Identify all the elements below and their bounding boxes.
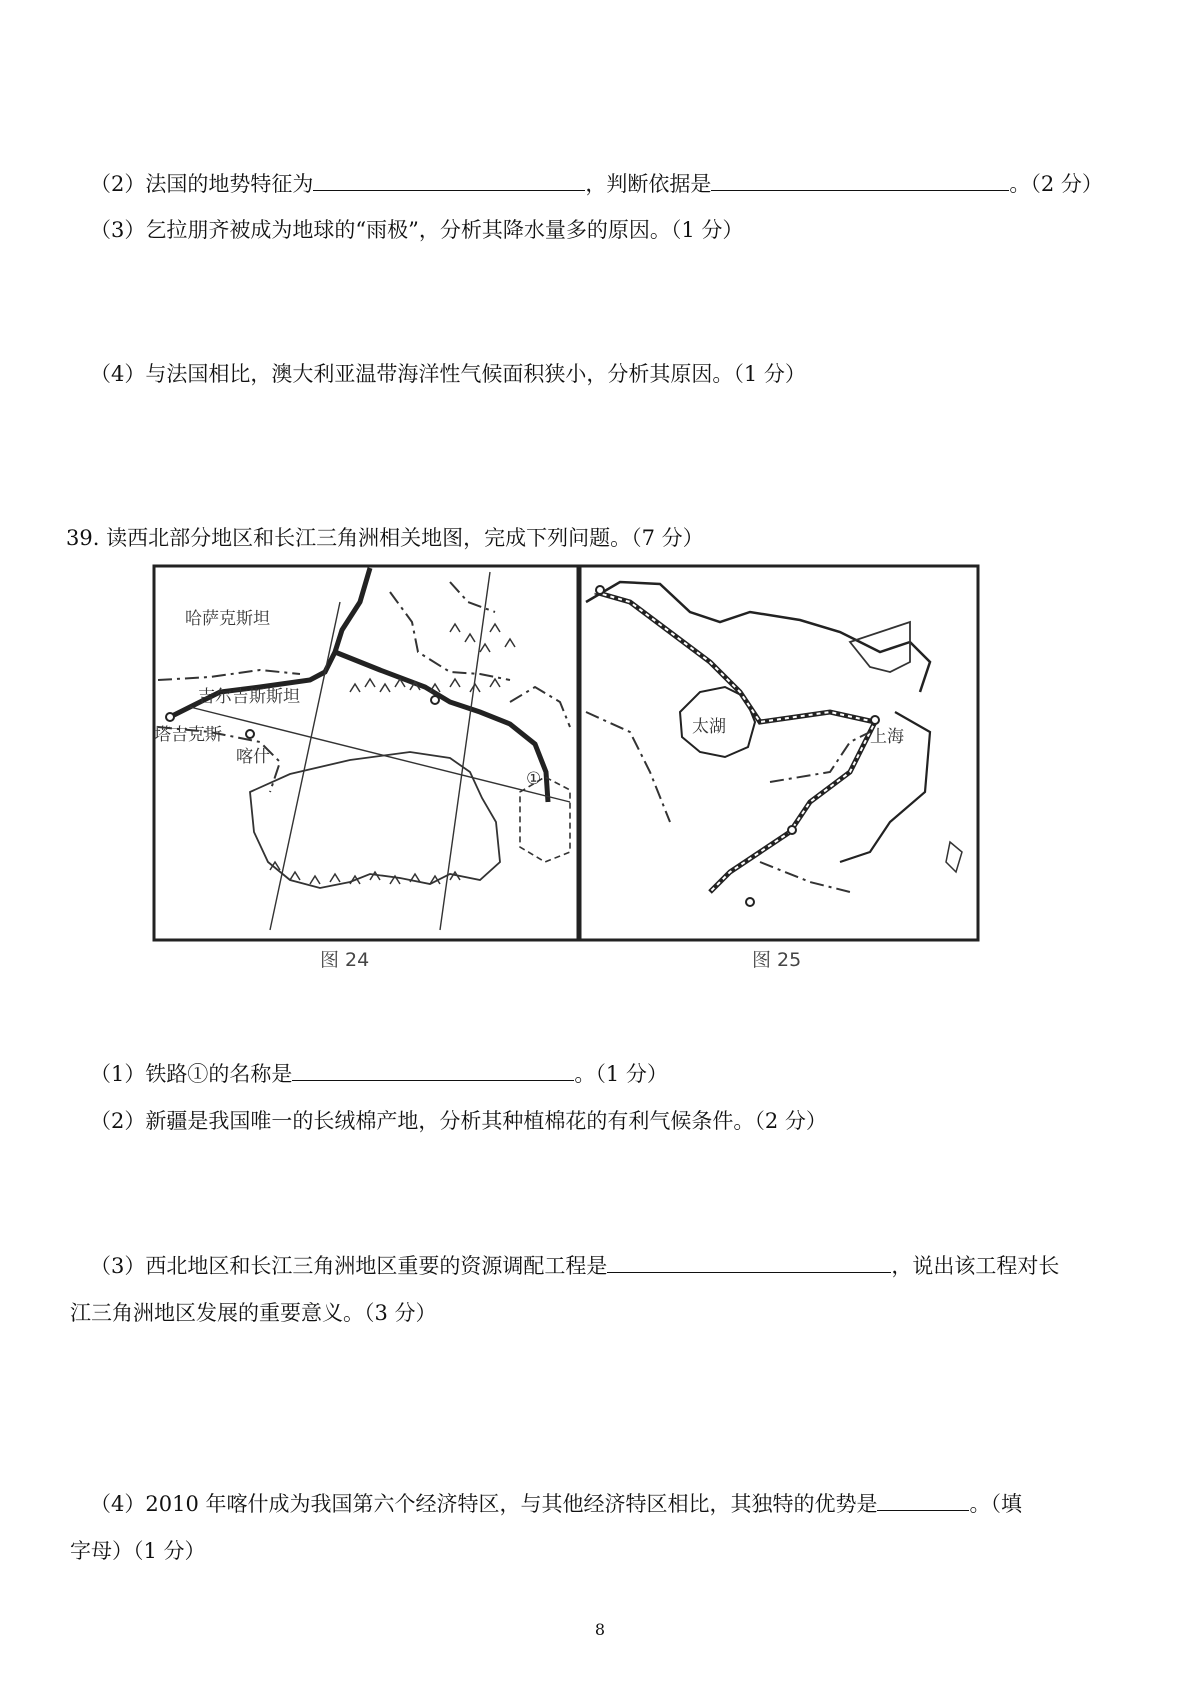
q39-part1	[90, 1058, 668, 1089]
q38-part2-blank-2[interactable]	[711, 168, 1009, 191]
q39-part1-blank[interactable]	[292, 1058, 574, 1081]
label-kashgar: 喀什	[236, 747, 270, 767]
q39-part3-line1	[90, 1250, 1059, 1281]
label-kyrgyzstan: 吉尔吉斯斯坦	[198, 687, 300, 707]
q38-part2-text-a: （2）法国的地势特征为	[90, 172, 314, 196]
q39-part4-line2: 字母）（1 分）	[70, 1539, 206, 1563]
q38-part3: （3）乞拉朋齐被成为地球的“雨极”，分析其降水量多的原因。（1 分）	[90, 218, 744, 242]
q39-part4-line1	[90, 1488, 1022, 1519]
map-25	[580, 566, 978, 971]
caption-map-25: 图 25	[752, 949, 802, 971]
q39-part3-text-a: （3）西北地区和长江三角洲地区重要的资源调配工程是	[90, 1254, 608, 1278]
q38-part2-text-c: 。（2 分）	[1009, 172, 1103, 196]
label-railway-1: ①	[526, 769, 542, 789]
q39-part3-text-b: ，说出该工程对长	[891, 1254, 1060, 1278]
q39-part4-text-b: 。（填	[969, 1492, 1022, 1516]
q39-part4-text-a: （4）2010 年喀什成为我国第六个经济特区，与其他经济特区相比，其独特的优势是	[90, 1492, 878, 1516]
q38-part2-text-b: ，判断依据是	[585, 172, 712, 196]
q39-part3-blank[interactable]	[607, 1250, 891, 1273]
q39-part4-blank[interactable]	[877, 1488, 969, 1511]
q38-part2-blank-1[interactable]	[313, 168, 585, 191]
q39-part3-line2: 江三角洲地区发展的重要意义。（3 分）	[70, 1301, 437, 1325]
map-24	[154, 566, 578, 971]
q39-part1-text-b: 。（1 分）	[574, 1062, 668, 1086]
caption-map-24: 图 24	[320, 949, 370, 971]
label-tajikistan: 塔吉克斯	[154, 725, 222, 745]
q38-part4: （4）与法国相比，澳大利亚温带海洋性气候面积狭小，分析其原因。（1 分）	[90, 362, 806, 386]
q38-part2	[90, 168, 1103, 199]
label-kazakhstan: 哈萨克斯坦	[185, 609, 270, 629]
q39-part2: （2）新疆是我国唯一的长绒棉产地，分析其种植棉花的有利气候条件。（2 分）	[90, 1109, 827, 1133]
maps-figure	[150, 562, 1050, 982]
q39-part1-text-a: （1）铁路①的名称是	[90, 1062, 293, 1086]
label-taihu: 太湖	[692, 717, 726, 737]
page-number: 8	[594, 1620, 606, 1639]
q39-title: 39. 读西北部分地区和长江三角洲相关地图，完成下列问题。（7 分）	[66, 526, 704, 550]
label-shanghai: 上海	[870, 727, 904, 747]
